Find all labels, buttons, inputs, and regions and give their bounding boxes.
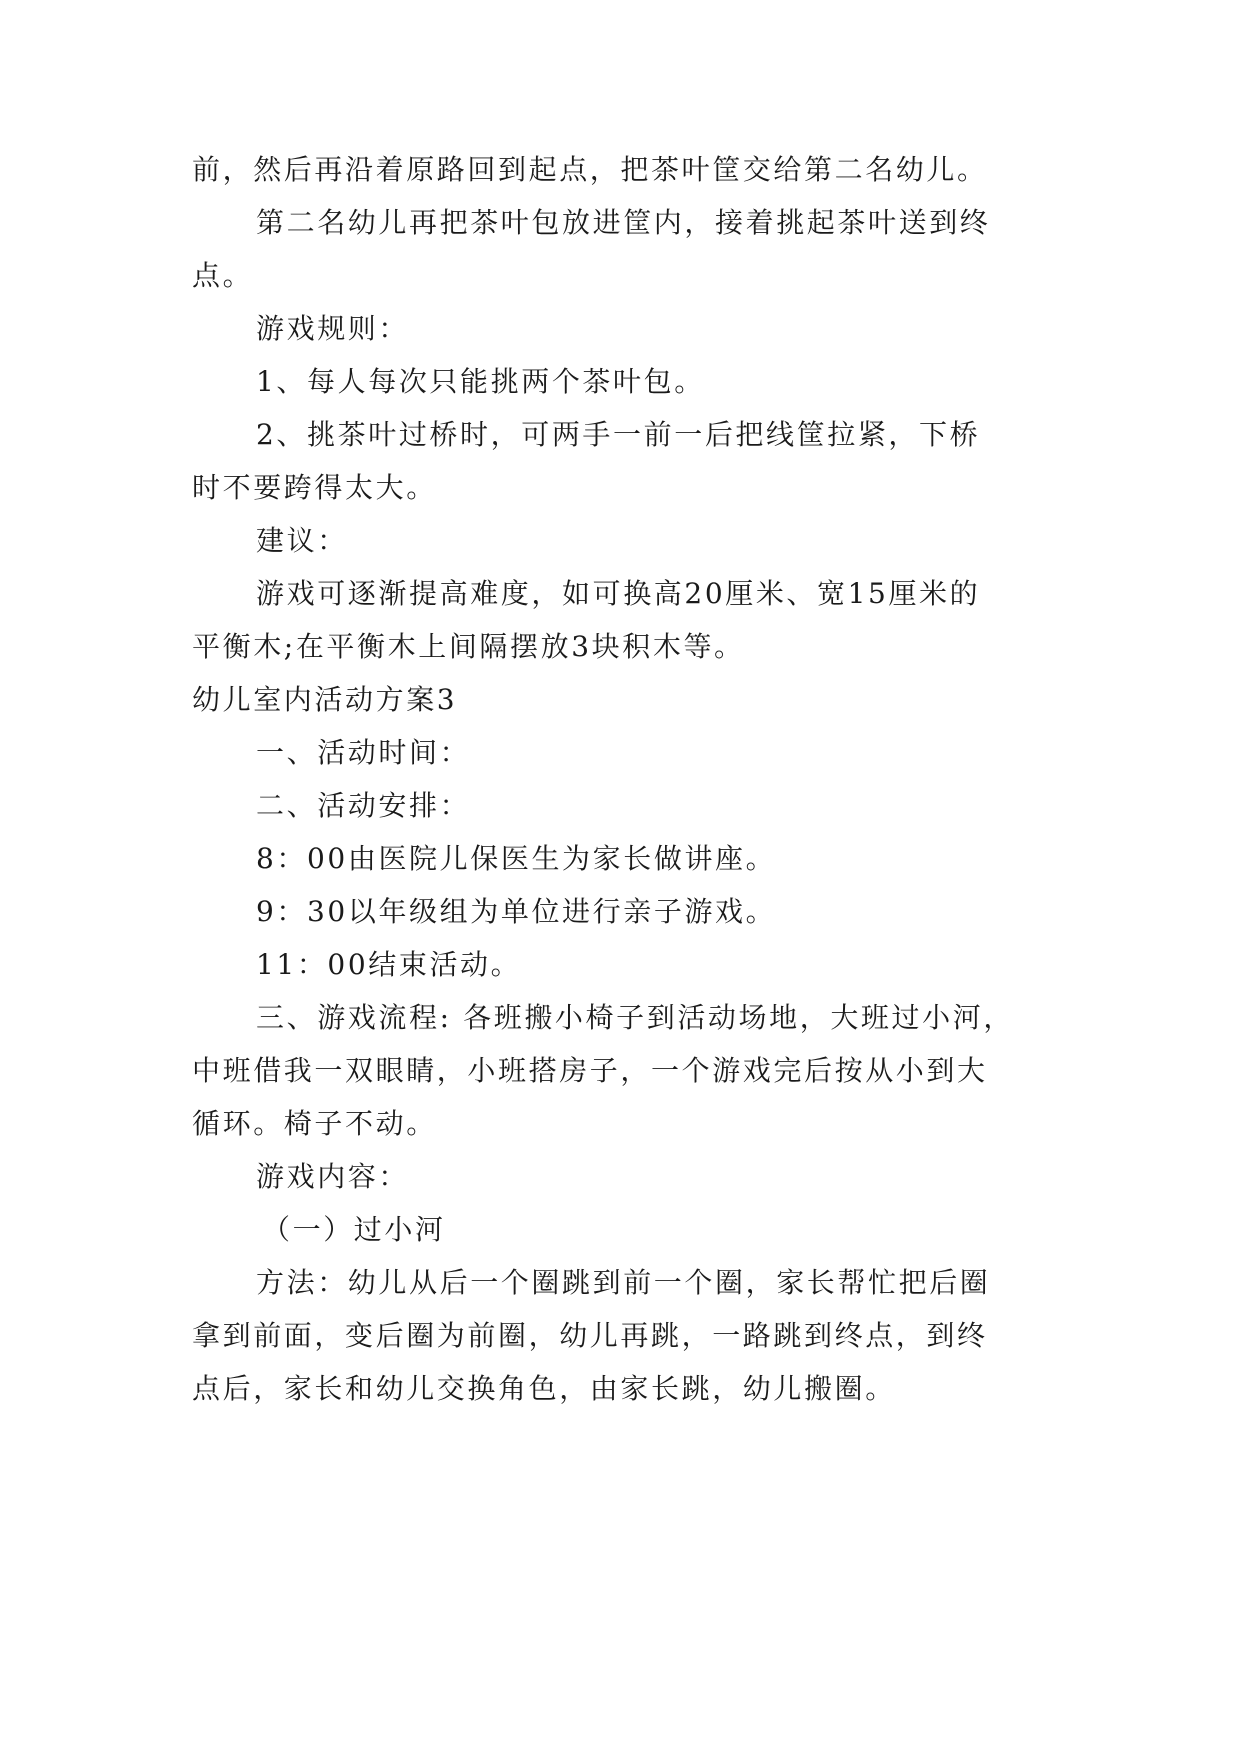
paragraph-line: 三、游戏流程: 各班搬小椅子到活动场地，大班过小河， [256, 1001, 1014, 1034]
paragraph-line: 循环。椅子不动。 [192, 1107, 437, 1140]
rule-item: 1、每人每次只能挑两个茶叶包。 [256, 365, 705, 398]
section-label: 建议： [256, 524, 348, 557]
paragraph-line: 时不要跨得太大。 [192, 471, 437, 504]
rule-item: 2、挑茶叶过桥时，可两手一前一后把线筐拉紧，下桥 [256, 418, 981, 451]
paragraph-line: 前，然后再沿着原路回到起点，把茶叶筐交给第二名幼儿。 [192, 153, 988, 186]
paragraph-line: 平衡木;在平衡木上间隔摆放3块积木等。 [192, 630, 745, 663]
subsection-title: （一）过小河 [262, 1213, 446, 1246]
section-label: 游戏规则： [256, 312, 410, 345]
schedule-item: 11：00结束活动。 [256, 948, 522, 981]
section-label: 游戏内容： [256, 1160, 410, 1193]
section-label: 一、活动时间： [256, 736, 471, 769]
paragraph-line: 点。 [192, 259, 254, 292]
paragraph-line: 方法：幼儿从后一个圈跳到前一个圈，家长帮忙把后圈 [256, 1266, 991, 1299]
schedule-item: 9：30以年级组为单位进行亲子游戏。 [256, 895, 777, 928]
paragraph-line: 第二名幼儿再把茶叶包放进筐内，接着挑起茶叶送到终 [256, 206, 991, 239]
section-label: 二、活动安排： [256, 789, 471, 822]
paragraph-line: 点后，家长和幼儿交换角色，由家长跳，幼儿搬圈。 [192, 1372, 896, 1405]
schedule-item: 8：00由医院儿保医生为家长做讲座。 [256, 842, 777, 875]
paragraph-line: 游戏可逐渐提高难度，如可换高20厘米、宽15厘米的 [256, 577, 981, 610]
paragraph-line: 拿到前面，变后圈为前圈，幼儿再跳，一路跳到终点，到终 [192, 1319, 988, 1352]
paragraph-line: 中班借我一双眼睛，小班搭房子，一个游戏完后按从小到大 [192, 1054, 988, 1087]
document-heading: 幼儿室内活动方案3 [192, 683, 458, 716]
